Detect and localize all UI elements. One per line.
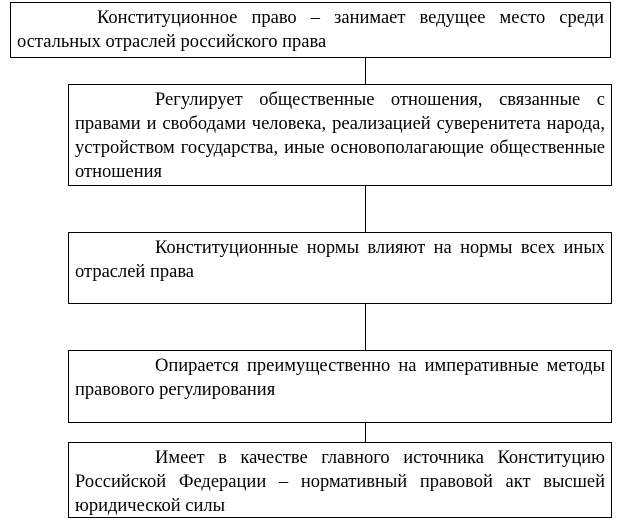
node-main-source bbox=[68, 442, 612, 518]
node-norms-influence bbox=[68, 232, 612, 304]
node-norms-influence-text: Конституционные нормы влияют на нормы всех иных отраслей права bbox=[75, 238, 605, 282]
node-root-text: Конституционное право – занимает ведущее место среди остальных отраслей российского права bbox=[17, 8, 604, 52]
node-root bbox=[10, 2, 611, 58]
node-regulates-relations bbox=[68, 84, 612, 186]
node-regulates-relations-text: Регулирует общественные отношения, связанные с правами и свободами человека, реализацией суверенитета народа, устройством государства, иные основополагающие общественные отношения bbox=[75, 90, 605, 182]
node-imperative-methods-text: Опирается преимущественно на императивные методы правового регулирования bbox=[75, 356, 605, 400]
connector-line bbox=[365, 304, 366, 350]
connector-line bbox=[365, 58, 366, 84]
connector-line bbox=[365, 423, 366, 442]
node-imperative-methods bbox=[68, 350, 612, 423]
node-main-source-text: Имеет в качестве главного источника Конституцию Российской Федерации – нормативный правовой акт высшей юридической силы bbox=[75, 448, 605, 516]
connector-line bbox=[365, 186, 366, 232]
